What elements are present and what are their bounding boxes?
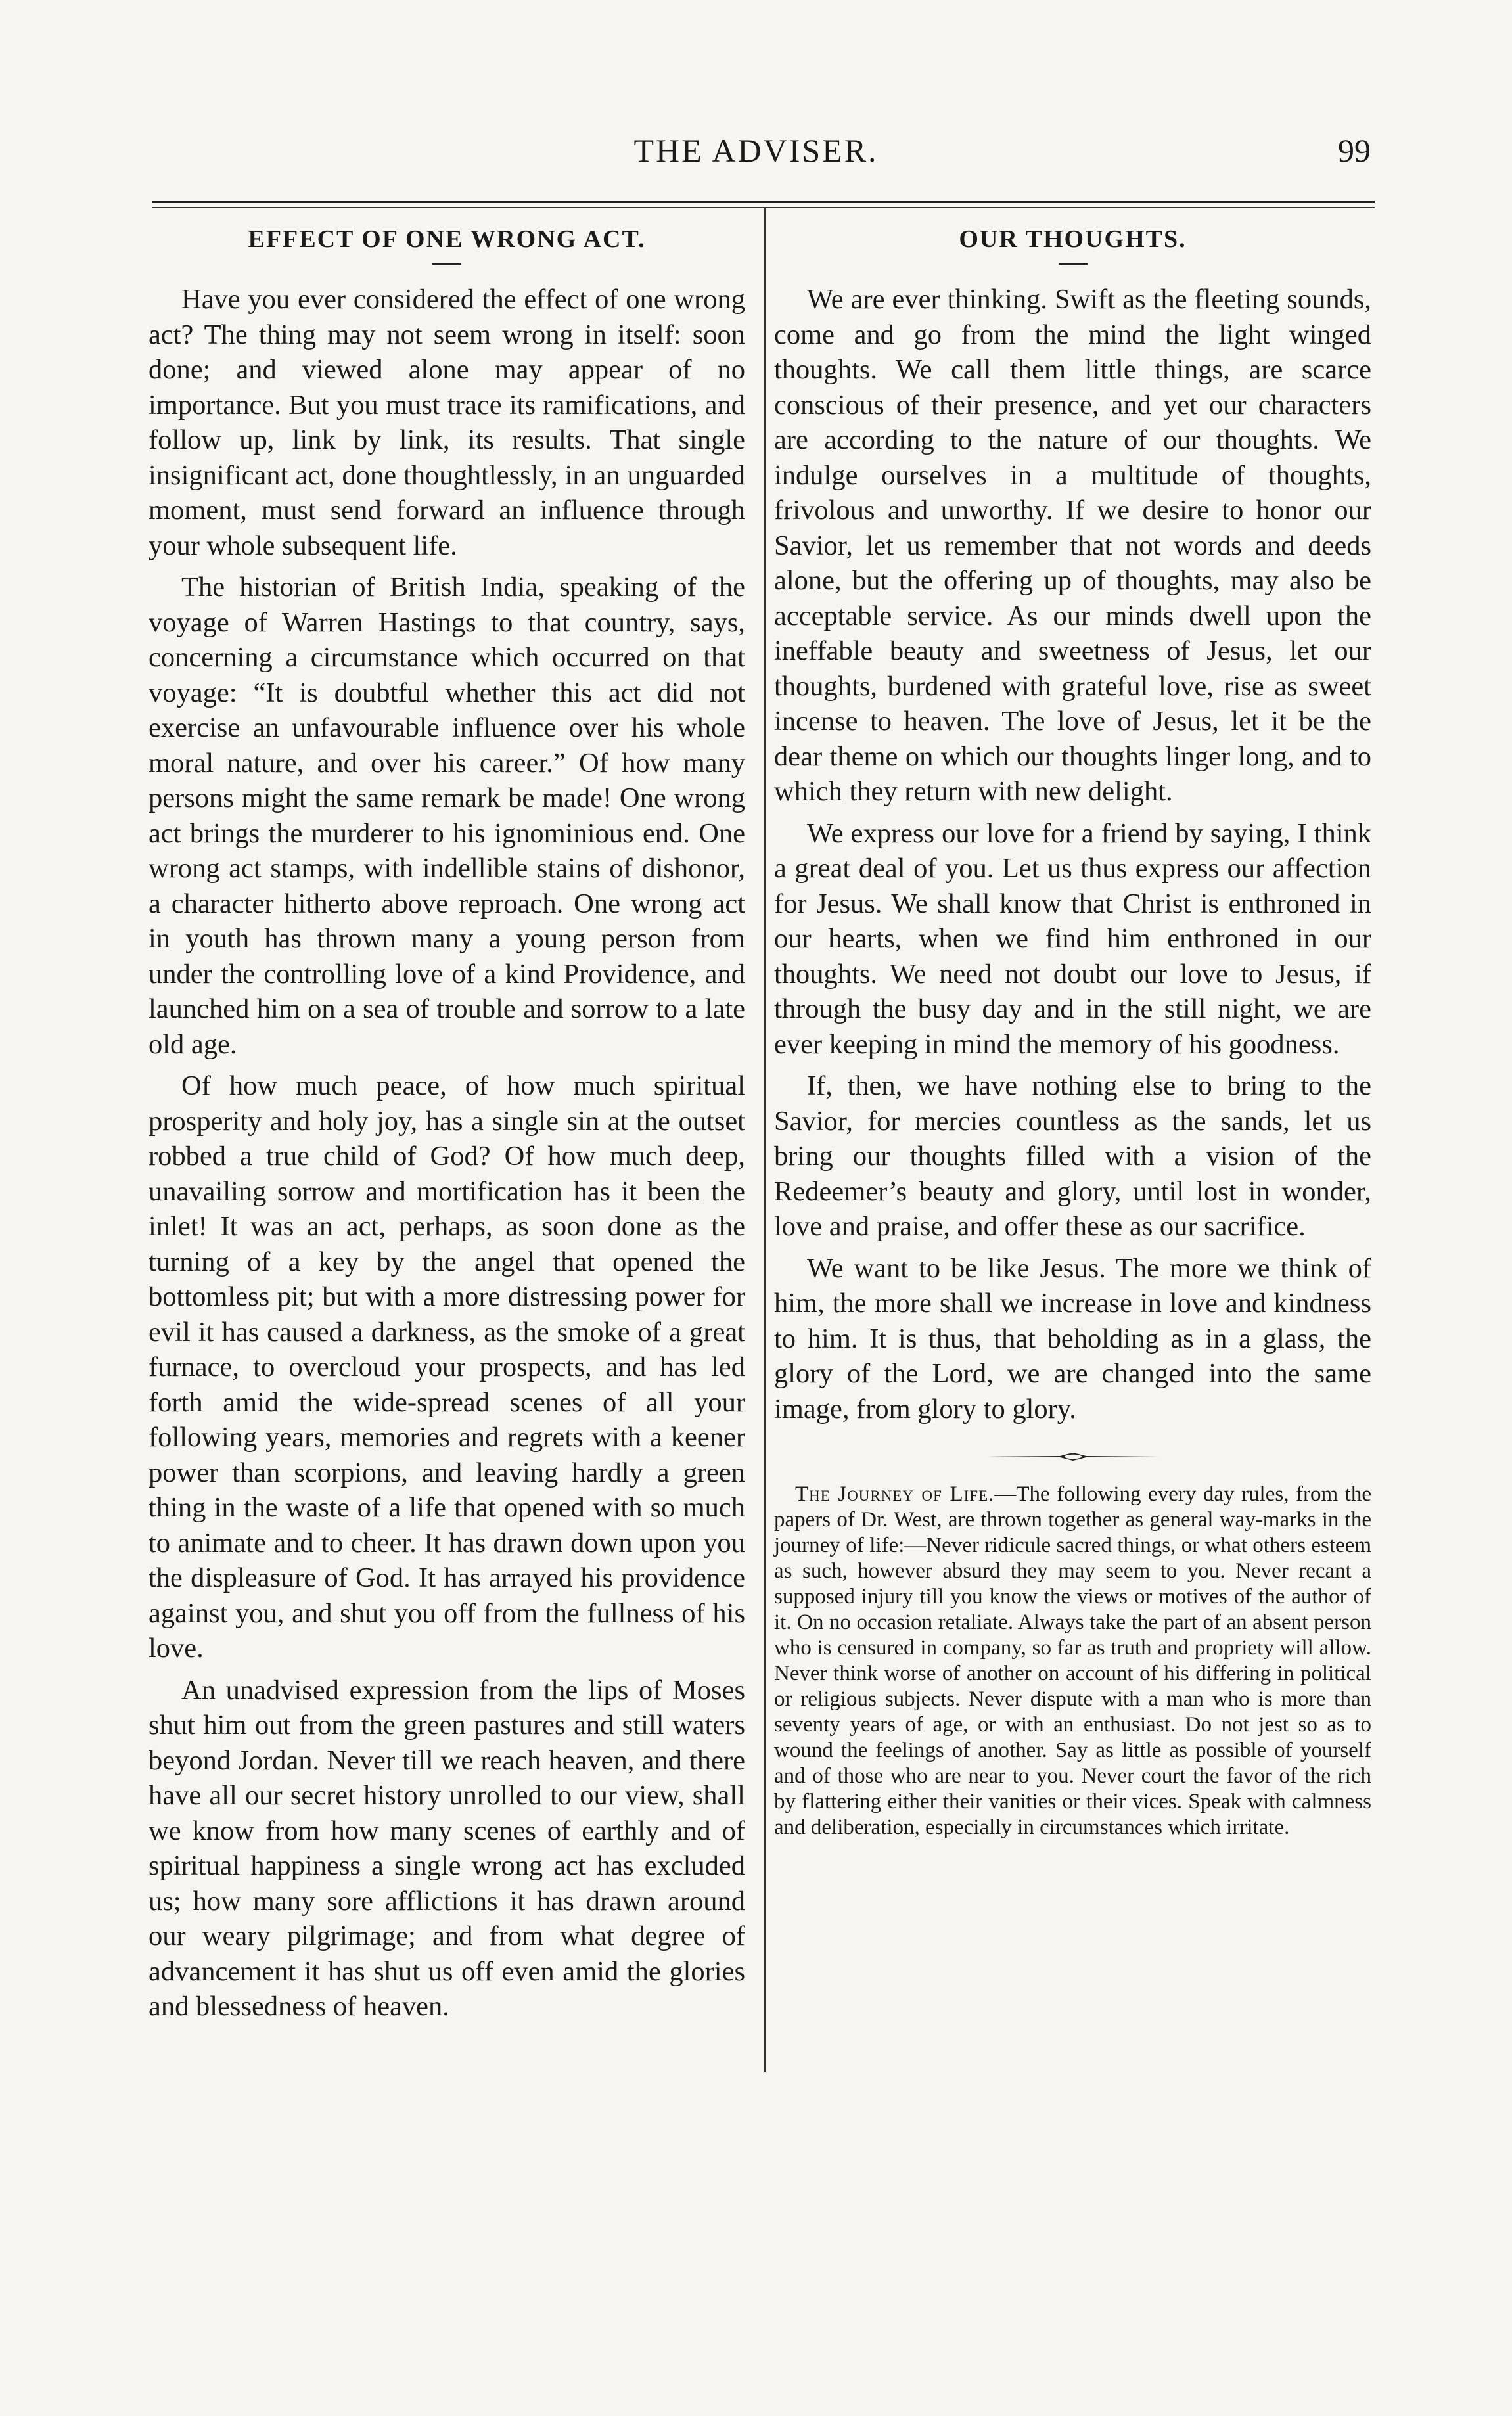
article-paragraph: An unadvised expression from the lips of Moses shut him out from the green pastures and still waters beyond Jordan. Never till we reach heaven, and there have all our secret history unrolled to our view, shall we know from how many scenes of earthly and of spiritual happiness a single wrong act has excluded us; how many sore afflictions it has drawn around our weary pilgrimage; and from what degree of advancement it has shut us off even amid the glories and blessedness of heaven.	[149, 1674, 745, 2022]
article-paragraph: If, then, we have nothing else to bring to the Savior, for mercies countless as the sands, let us bring our thoughts filled with a vision of the Redeemer’s beauty and glory, until lost in wonder, love and praise, and offer these as our sacrifice.	[774, 1070, 1371, 1242]
page-number: 99	[1338, 132, 1371, 169]
article-paragraph: Of how much peace, of how much spiritual prosperity and holy joy, has a single sin at the outset robbed a true child of God? Of how much deep, unavailing sorrow and mortification has it been the inlet! It was an act, perhaps, as soon done as the turning of a key by the angel that opened the bottomless pit; but with a more distressing power for evil it has caused a darkness, as the smoke of a great furnace, to overcloud your prospects, and has led forth amid the wide-spread scenes of all your following years, memories and regrets with a keener power than scorpions, and leaving hardly a green thing in the waste of a life that opened with so much to animate and to cheer. It has drawn down upon you the displeasure of God. It has arrayed his providence against you, and shut you off from the fullness of his love.	[149, 1070, 745, 1664]
page-title: THE ADVISER.	[633, 132, 879, 169]
article-title-wrong-act: EFFECT OF ONE WRONG ACT.	[248, 225, 646, 253]
running-head	[0, 131, 1512, 177]
article-title-thoughts: OUR THOUGHTS.	[959, 225, 1187, 253]
note-body: —The following every day rules, from the papers of Dr. West, are thrown together as general way-marks in the journey of life:—Never ridicule sacred things, or what others esteem as such, however absurd they may seem to you. Never recant a supposed injury till you know the views or motives of the author of it. On no occasion retaliate. Always take the part of an absent person who is censured in company, so far as truth and propriety will allow. Never think worse of another on account of his differing in political or religious subjects. Never dispute with a man who is more than seventy years of age, or with an enthusiast. Do not jest so as to wound the feelings of another. Say as little as possible of yourself and of those who are near to you. Never court the favor of the rich by flattering either their vanities or their vices. Speak with calmness and deliberation, especially in circumstances which irritate.	[774, 1482, 1371, 1839]
right-column	[774, 221, 1371, 1840]
journey-of-life-note	[774, 1482, 1371, 1840]
title-dash	[1059, 263, 1088, 265]
article-paragraph: Have you ever considered the effect of one wrong act? The thing may not seem wrong in itself: soon done; and viewed alone may appear of no importance. But you must trace its ramifications, and follow up, link by link, its results. That single insignificant act, done thoughtlessly, in an unguarded moment, must send forward an influence through your whole subsequent life.	[149, 284, 745, 561]
note-lead: The Journey of Life.	[795, 1482, 995, 1506]
title-dash	[432, 263, 461, 265]
article-paragraph: We express our love for a friend by saying, I think a great deal of you. Let us thus express our affection for Jesus. We shall know that Christ is enthroned in our hearts, when we find him enthroned in our thoughts. We need not doubt our love to Jesus, if through the busy day and in the still night, we are ever keeping in mind the memory of his goodness.	[774, 817, 1371, 1060]
left-column	[149, 221, 745, 2024]
article-paragraph: We want to be like Jesus. The more we think of him, the more shall we increase in love and kindness to him. It is thus, that beholding as in a glass, the glory of the Lord, we are changed into the same image, from glory to glory.	[774, 1252, 1371, 1425]
ornament-divider-icon	[988, 1450, 1158, 1463]
article-paragraph: The historian of British India, speaking of the voyage of Warren Hastings to that country, says, concerning a circumstance which occurred on that voyage: “It is doubtful whether this act did not exercise an unfavourable influence over his whole moral nature, and over his career.” Of how many persons might the same remark be made! One wrong act brings the murderer to his ignominious end. One wrong act stamps, with indellible stains of dishonor, a character hitherto above reproach. One wrong act in youth has thrown many a young person from under the controlling love of a kind Providence, and launched him on a sea of trouble and sorrow to a late old age.	[149, 572, 745, 1060]
column-divider	[764, 208, 766, 2072]
header-rule	[152, 201, 1375, 208]
article-paragraph: We are ever thinking. Swift as the fleeting sounds, come and go from the mind the light winged thoughts. We call them little things, are scarce conscious of their presence, and yet our characters are according to the nature of our thoughts. We indulge ourselves in a multitude of thoughts, frivolous and unworthy. If we desire to honor our Savior, let us remember that not words and deeds alone, but the offering up of thoughts, may also be acceptable service. As our minds dwell upon the ineffable beauty and sweetness of Jesus, let our thoughts, burdened with grateful love, rise as sweet incense to heaven. The love of Jesus, let it be the dear theme on which our thoughts linger long, and to which they return with new delight.	[774, 284, 1371, 807]
